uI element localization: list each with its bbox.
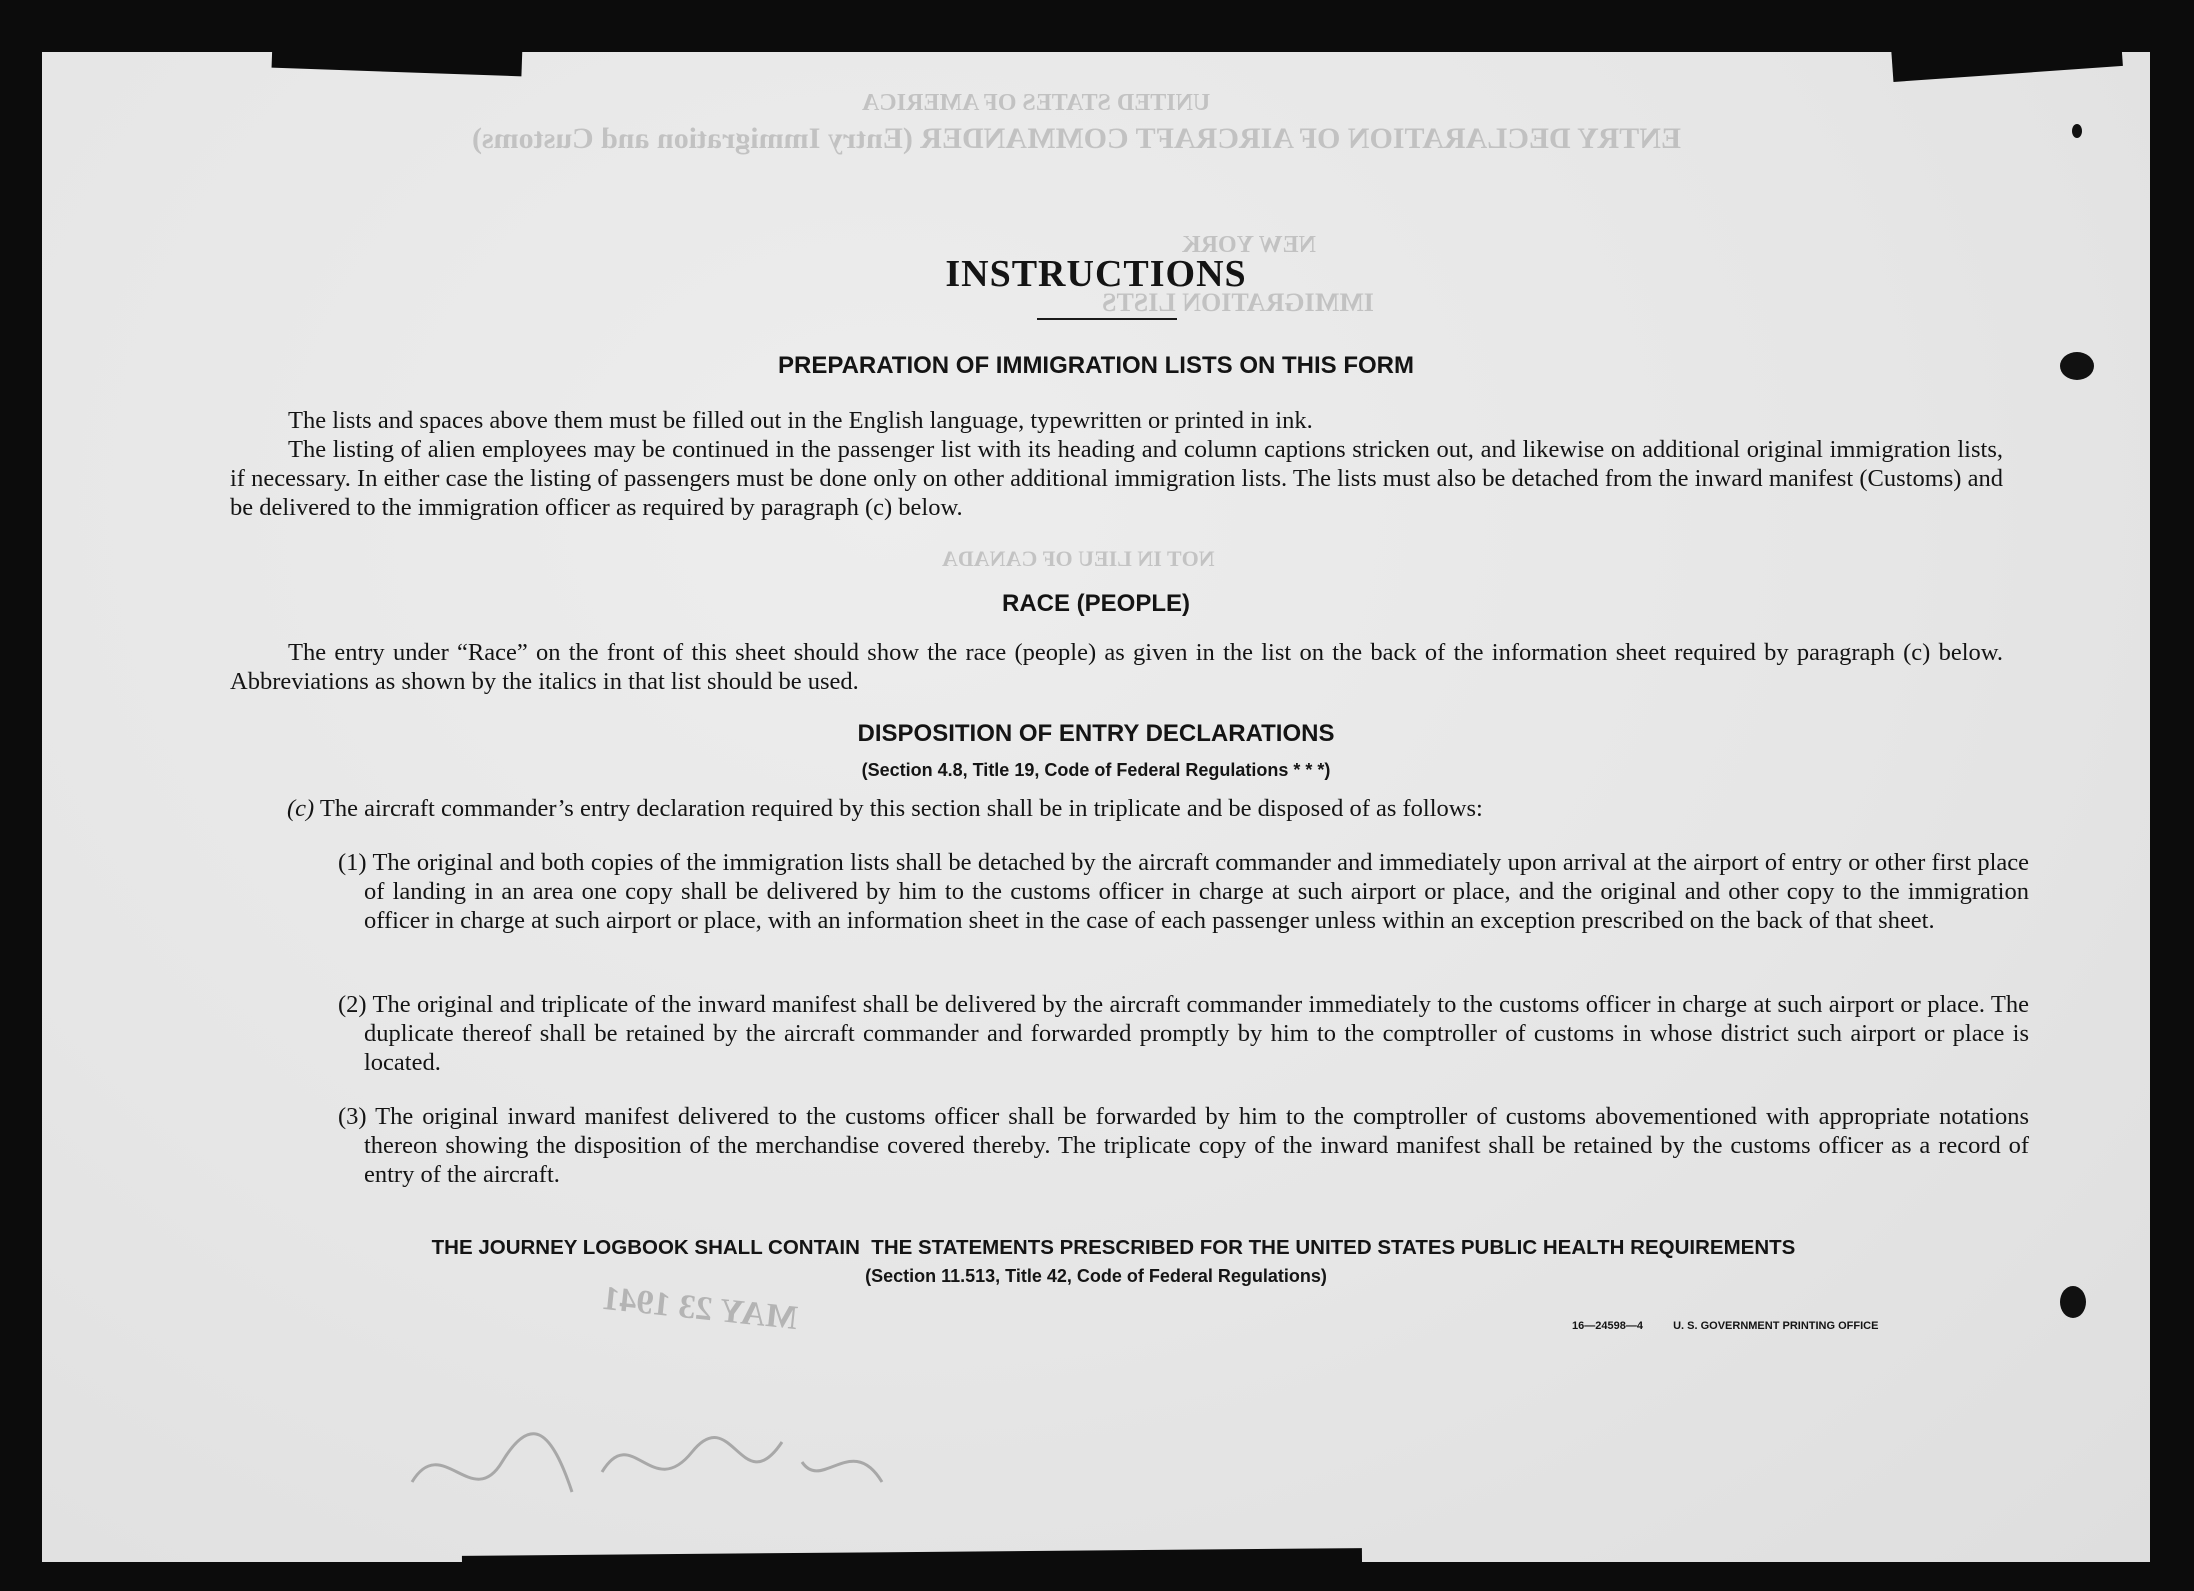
list-item-3 (338, 1102, 2029, 1189)
list-item-text: The original inward manifest delivered to the customs officer shall be forwarded by him to the comptroller of customs abovementioned with appropriate notations thereon showing the disposition of the merchandise covered thereby. The triplicate copy of the inward manifest shall be retained by the customs officer as a record of entry of the aircraft. (364, 1103, 2029, 1188)
bleed-through-line: UNITED STATES OF AMERICA (862, 90, 1211, 116)
bleed-through-line: NOT IN LIEU OF CANADA (942, 546, 1215, 571)
intro-label: (c) (287, 795, 315, 822)
list-item-label: (3) (338, 1103, 367, 1130)
bleed-through-line: IMMIGRATION LISTS (1102, 288, 1374, 317)
form-number: 16—24598—4 (1572, 1320, 1643, 1332)
list-item-text: The original and both copies of the immigration lists shall be detached by the aircraft commander and immediately upon arrival at the airport of entry or other first place of landing in an area one copy shall be delivered by him to the customs officer in charge at such airport or place, and the original and other copy to the immigration officer in charge at such airport or place, with an information sheet in the case of each passenger unless within an exception prescribed on the back of that sheet. (364, 849, 2029, 934)
bleed-through-line: NEW YORK (1182, 232, 1317, 258)
section-title-health: THE JOURNEY LOGBOOK SHALL CONTAIN THE STATEMENTS PRESCRIBED FOR THE UNITED STATES PUBLIC HEALTH REQUIREMENTS (431, 1236, 1796, 1259)
section-subtitle-disposition: (Section 4.8, Title 19, Code of Federal Regulations * * *) (861, 760, 1331, 780)
section-title-disposition: DISPOSITION OF ENTRY DECLARATIONS (857, 720, 1335, 747)
section-subtitle-health: (Section 11.513, Title 42, Code of Federal Regulations) (865, 1266, 1327, 1286)
paragraph-disposition-intro (287, 794, 2007, 823)
list-item-label: (2) (338, 991, 367, 1018)
list-item-2 (338, 990, 2029, 1077)
intro-text: The aircraft commander’s entry declaration required by this section shall be in triplicate and be disposed of as follows: (319, 795, 1483, 822)
signature-scribble (402, 1412, 922, 1522)
list-item-1 (338, 848, 2029, 935)
torn-edge-top-left (272, 52, 523, 76)
section-title-preparation: PREPARATION OF IMMIGRATION LISTS ON THIS FORM (778, 352, 1414, 379)
document-page (42, 52, 2150, 1562)
torn-edge-top-right (1891, 52, 2123, 82)
section-title-race: RACE (PEOPLE) (1001, 590, 1190, 617)
bleed-through-stamp: MAY 23 1941 (600, 1279, 800, 1338)
paragraph-preparation-1: The lists and spaces above them must be filled out in the English language, typewritten or printed in ink. (288, 407, 1313, 434)
paragraph-race: The entry under “Race” on the front of this sheet should show the race (people) as given in the list on the back of the information sheet required by paragraph (c) below. Abbreviations as shown by the italics in that list should be used. (230, 639, 2003, 695)
paragraph-preparation-2: The listing of alien employees may be continued in the passenger list with its heading and column captions stricken out, and likewise on additional original immigration lists, if necessary. In either case the listing of passengers must be done only on other additional immigration lists. The lists must also be detached from the inward manifest (Customs) and be delivered to the immigration officer as required by paragraph (c) below. (230, 436, 2003, 521)
torn-edge-bottom (462, 1548, 1362, 1562)
list-item-text: The original and triplicate of the inward manifest shall be delivered by the aircraft commander immediately to the customs officer in charge at such airport or place. The duplicate thereof shall be retained by the aircraft commander and forwarded promptly by him to the comptroller of customs in whose district such airport or place is located. (364, 991, 2029, 1076)
title-underline (1037, 318, 1177, 320)
footer-imprint (1572, 1320, 1878, 1332)
bleed-through-line: ENTRY DECLARATION OF AIRCRAFT COMMANDER (Entry Immigration and Customs) (472, 122, 1681, 155)
page-title: INSTRUCTIONS (945, 253, 1247, 295)
printer-name: U. S. GOVERNMENT PRINTING OFFICE (1673, 1320, 1879, 1332)
ink-blot (2060, 1286, 2086, 1318)
list-item-label: (1) (338, 849, 367, 876)
ink-blot (2072, 124, 2082, 138)
